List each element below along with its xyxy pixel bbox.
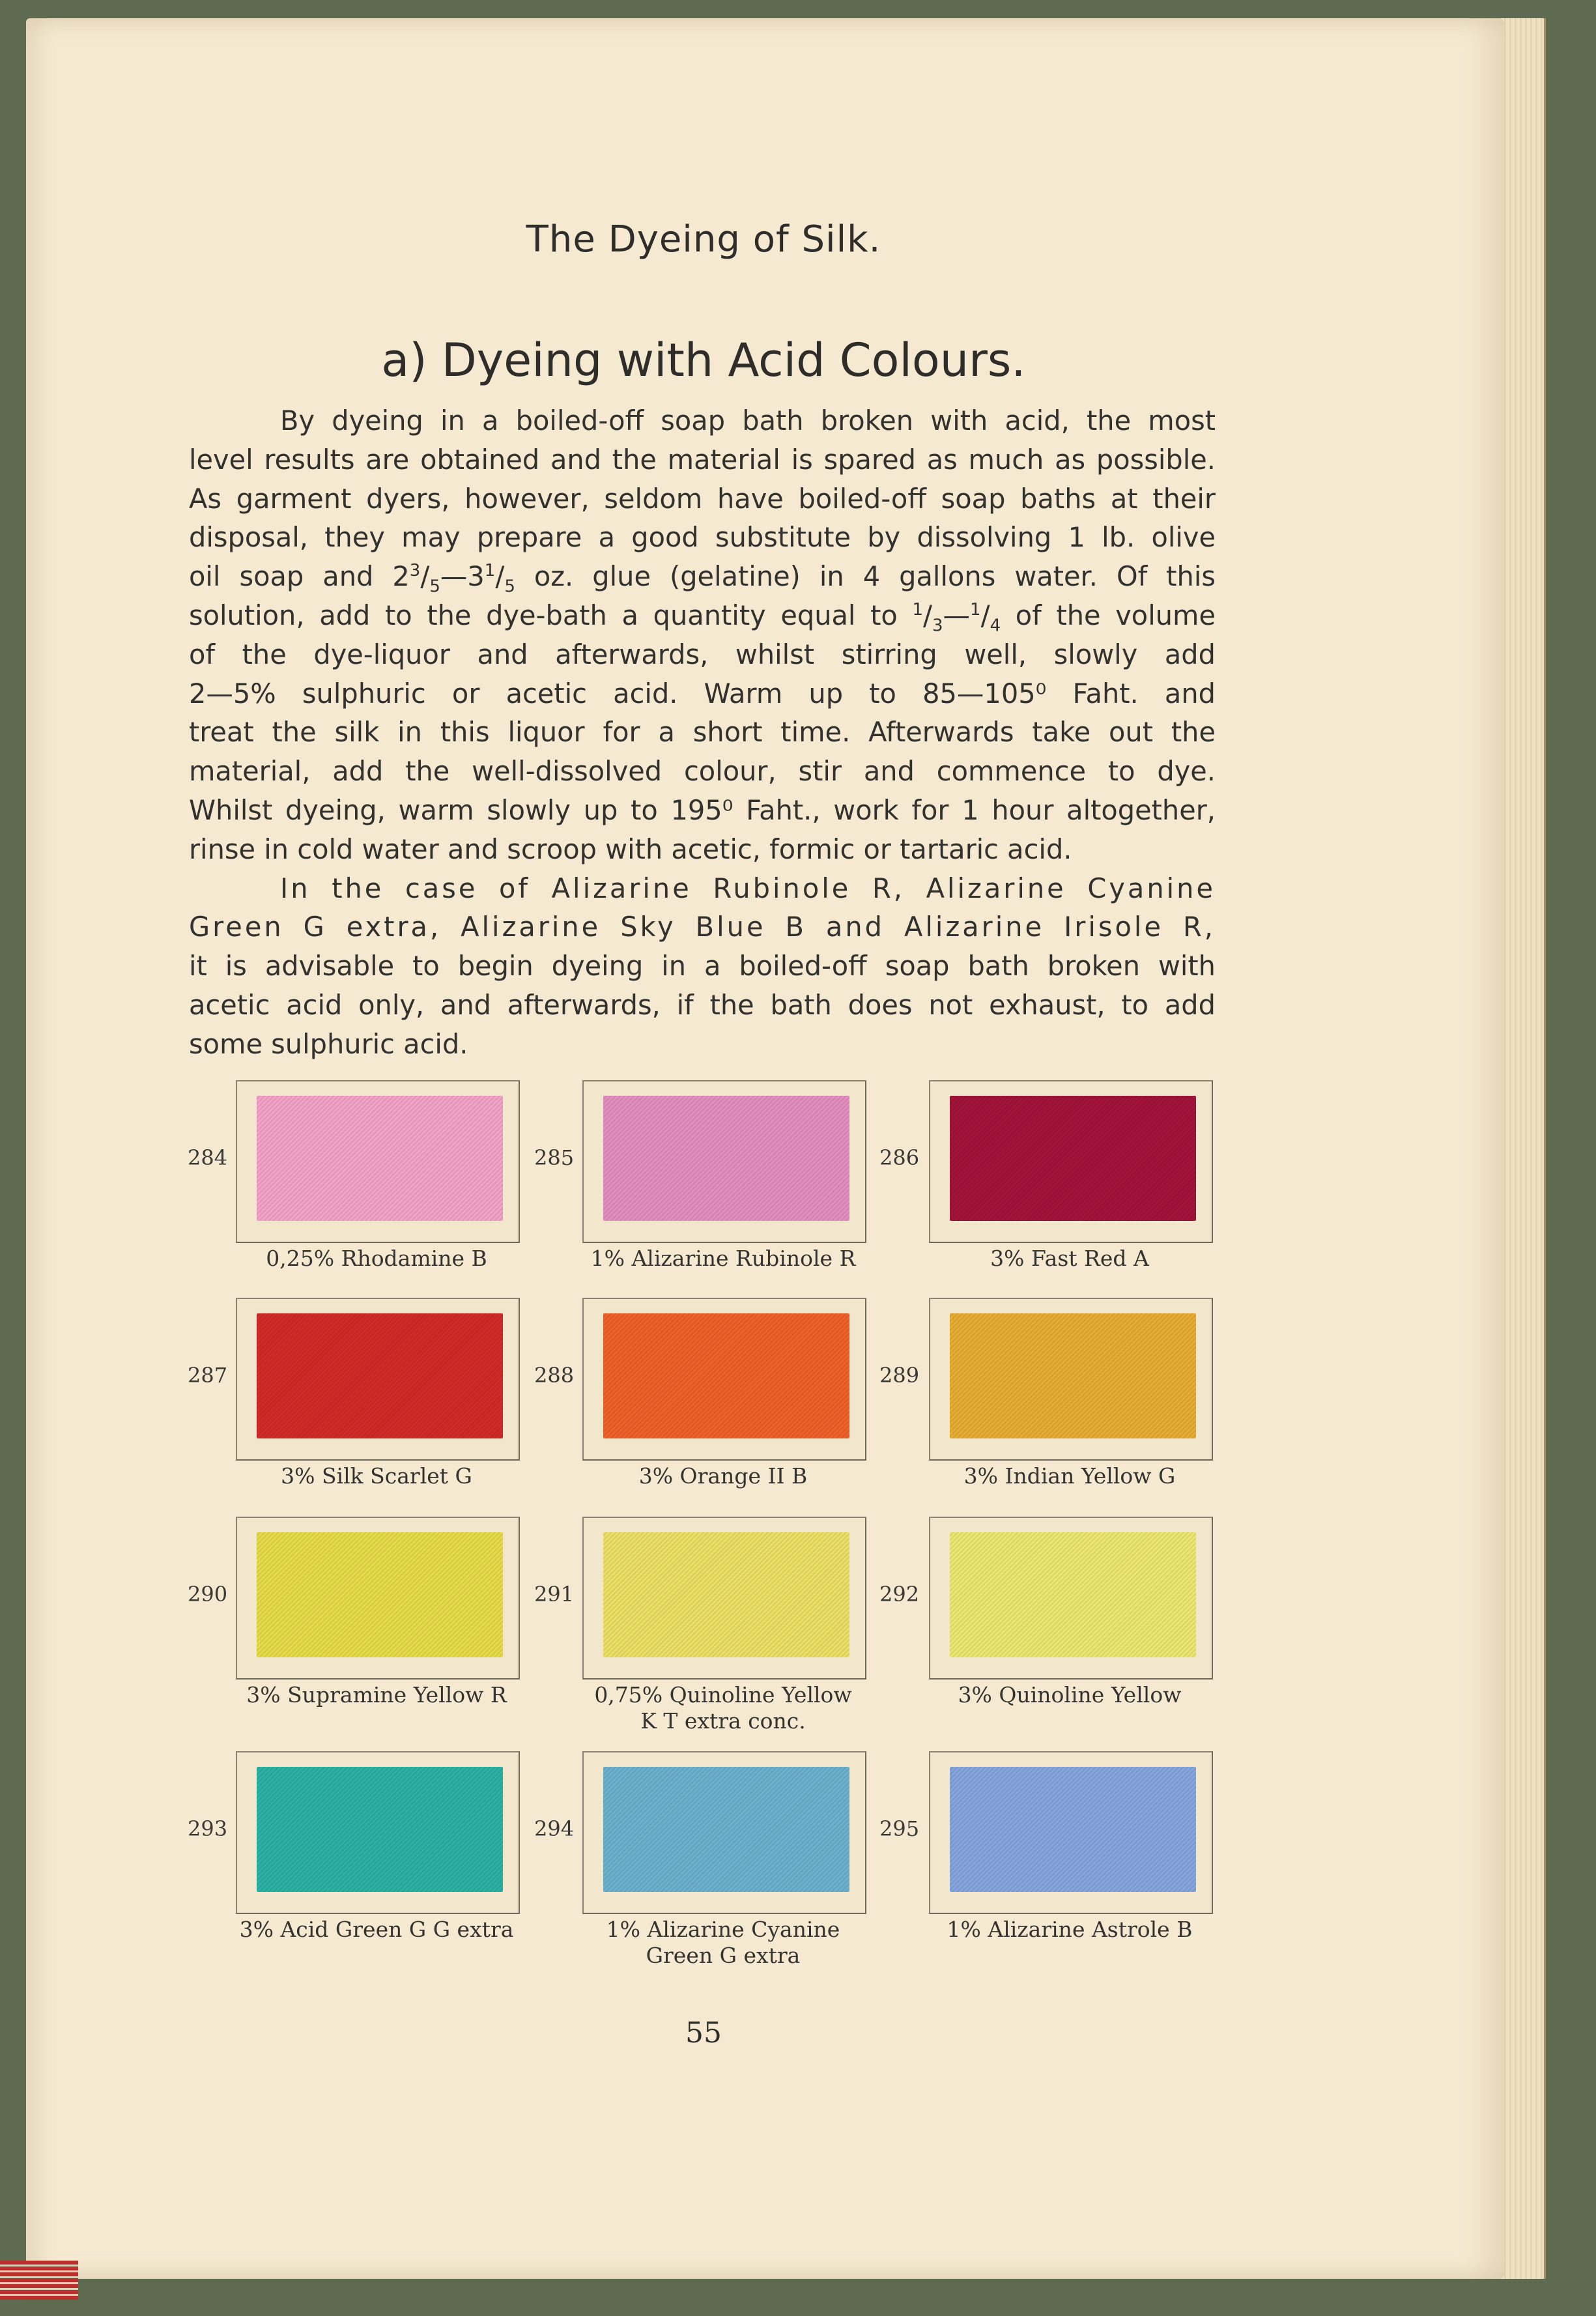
text-line: it is advisable to begin dyeing in a boiled-off soap bath broken with xyxy=(189,950,1216,982)
sample-frame xyxy=(236,1517,520,1680)
sample-frame xyxy=(929,1080,1213,1243)
text-line: solution, add to the dye-bath a quantity equal to $^1/_3—^1/_4$ of the volume xyxy=(189,599,1216,636)
sample-number: 294 xyxy=(534,1816,575,1841)
fabric-swatch xyxy=(950,1096,1196,1221)
fabric-swatch xyxy=(257,1096,503,1221)
fabric-swatch xyxy=(257,1532,503,1657)
cover-bottom-edge xyxy=(26,2279,1544,2316)
text-line: some sulphuric acid. xyxy=(189,1027,468,1060)
sample-frame xyxy=(582,1298,866,1461)
sample-frame xyxy=(236,1298,520,1461)
fabric-swatch xyxy=(603,1532,849,1657)
text-line: level results are obtained and the material is spared as much as possible. xyxy=(189,443,1216,476)
sample-number: 285 xyxy=(534,1145,575,1170)
caption-line: 3% Supramine Yellow R xyxy=(246,1682,507,1708)
caption-line: 1% Alizarine Astrole B xyxy=(947,1917,1193,1942)
sample-frame xyxy=(236,1080,520,1243)
sample-caption xyxy=(223,1246,530,1272)
running-head: The Dyeing of Silk. xyxy=(526,218,881,261)
sample-number: 293 xyxy=(188,1816,228,1841)
fabric-swatch xyxy=(257,1767,503,1892)
sample-frame xyxy=(582,1080,866,1243)
sample-caption xyxy=(570,1917,876,1969)
fabric-swatch xyxy=(950,1767,1196,1892)
sample-number: 289 xyxy=(879,1363,920,1388)
caption-line: Green G extra xyxy=(646,1943,801,1968)
caption-line: 3% Orange II B xyxy=(638,1463,808,1489)
sample-number: 291 xyxy=(534,1582,575,1607)
paragraph-1 xyxy=(189,401,1216,869)
text-line: Green G extra, Alizarine Sky Blue B and Alizarine Irisole R, xyxy=(189,911,1216,943)
text-line: material, add the well-dissolved colour, stir and commence to dye. xyxy=(189,755,1216,788)
sample-caption xyxy=(570,1682,876,1734)
sample-number: 295 xyxy=(879,1816,920,1841)
sample-number: 287 xyxy=(188,1363,228,1388)
paragraph-2 xyxy=(189,869,1216,1064)
text-line: By dyeing in a boiled-off soap bath broken with acid, the most xyxy=(280,405,1216,436)
text-line: As garment dyers, however, seldom have boiled-off soap baths at their xyxy=(189,482,1216,515)
sample-number: 286 xyxy=(879,1145,920,1170)
sample-caption xyxy=(570,1246,876,1272)
caption-line: 3% Fast Red A xyxy=(990,1246,1149,1271)
sample-caption xyxy=(223,1463,530,1489)
sample-frame xyxy=(929,1751,1213,1914)
fabric-swatch xyxy=(950,1532,1196,1657)
caption-line: 0,25% Rhodamine B xyxy=(266,1246,487,1271)
sample-number: 288 xyxy=(534,1363,575,1388)
sample-number: 290 xyxy=(188,1582,228,1607)
text-line: disposal, they may prepare a good substitute by dissolving 1 lb. olive xyxy=(189,521,1216,554)
fabric-swatch xyxy=(603,1313,849,1438)
text-line: treat the silk in this liquor for a short time. Afterwards take out the xyxy=(189,716,1216,749)
caption-line: 3% Quinoline Yellow xyxy=(958,1682,1182,1708)
text-line: 2—5% sulphuric or acetic acid. Warm up to 85—105⁰ Faht. and xyxy=(189,677,1216,709)
caption-line: 0,75% Quinoline Yellow xyxy=(594,1682,852,1708)
text-line: Whilst dyeing, warm slowly up to 195⁰ Faht., work for 1 hour altogether, xyxy=(189,793,1216,826)
caption-line: 1% Alizarine Cyanine xyxy=(606,1917,840,1942)
text-line: of the dye-liquor and afterwards, whilst stirring well, slowly add xyxy=(189,638,1216,670)
sample-caption xyxy=(917,1463,1223,1489)
sample-frame xyxy=(582,1751,866,1914)
sample-caption xyxy=(917,1917,1223,1943)
caption-line: 3% Indian Yellow G xyxy=(963,1463,1176,1489)
fabric-swatch xyxy=(603,1767,849,1892)
caption-line: 3% Acid Green G G extra xyxy=(239,1917,514,1942)
caption-line: 3% Silk Scarlet G xyxy=(281,1463,472,1489)
sample-caption xyxy=(917,1682,1223,1708)
fabric-swatch xyxy=(257,1313,503,1438)
text-line: rinse in cold water and scroop with acetic, formic or tartaric acid. xyxy=(189,833,1072,865)
sample-number: 284 xyxy=(188,1145,228,1170)
sample-frame xyxy=(929,1517,1213,1680)
text-line: acetic acid only, and afterwards, if the bath does not exhaust, to add xyxy=(189,988,1216,1021)
sample-frame xyxy=(929,1298,1213,1461)
sample-number: 292 xyxy=(879,1582,920,1607)
page-number: 55 xyxy=(685,2016,722,2050)
text-line: oil soap and $2^3/_5—3^1/_5$ oz. glue (gelatine) in 4 gallons water. Of this xyxy=(189,560,1216,597)
sample-caption xyxy=(223,1917,530,1943)
fabric-swatch xyxy=(950,1313,1196,1438)
caption-line: K T extra conc. xyxy=(640,1708,806,1734)
sample-frame xyxy=(582,1517,866,1680)
sample-caption xyxy=(570,1463,876,1489)
sample-frame xyxy=(236,1751,520,1914)
caption-line: 1% Alizarine Rubinole R xyxy=(590,1246,856,1271)
sample-caption xyxy=(917,1246,1223,1272)
bookmark-ribbon xyxy=(0,2261,78,2300)
body-text xyxy=(189,401,1216,1064)
sample-caption xyxy=(223,1682,530,1708)
text-line: In the case of Alizarine Rubinole R, Alizarine Cyanine xyxy=(280,872,1216,904)
section-title: a) Dyeing with Acid Colours. xyxy=(381,334,1026,387)
fabric-swatch xyxy=(603,1096,849,1221)
